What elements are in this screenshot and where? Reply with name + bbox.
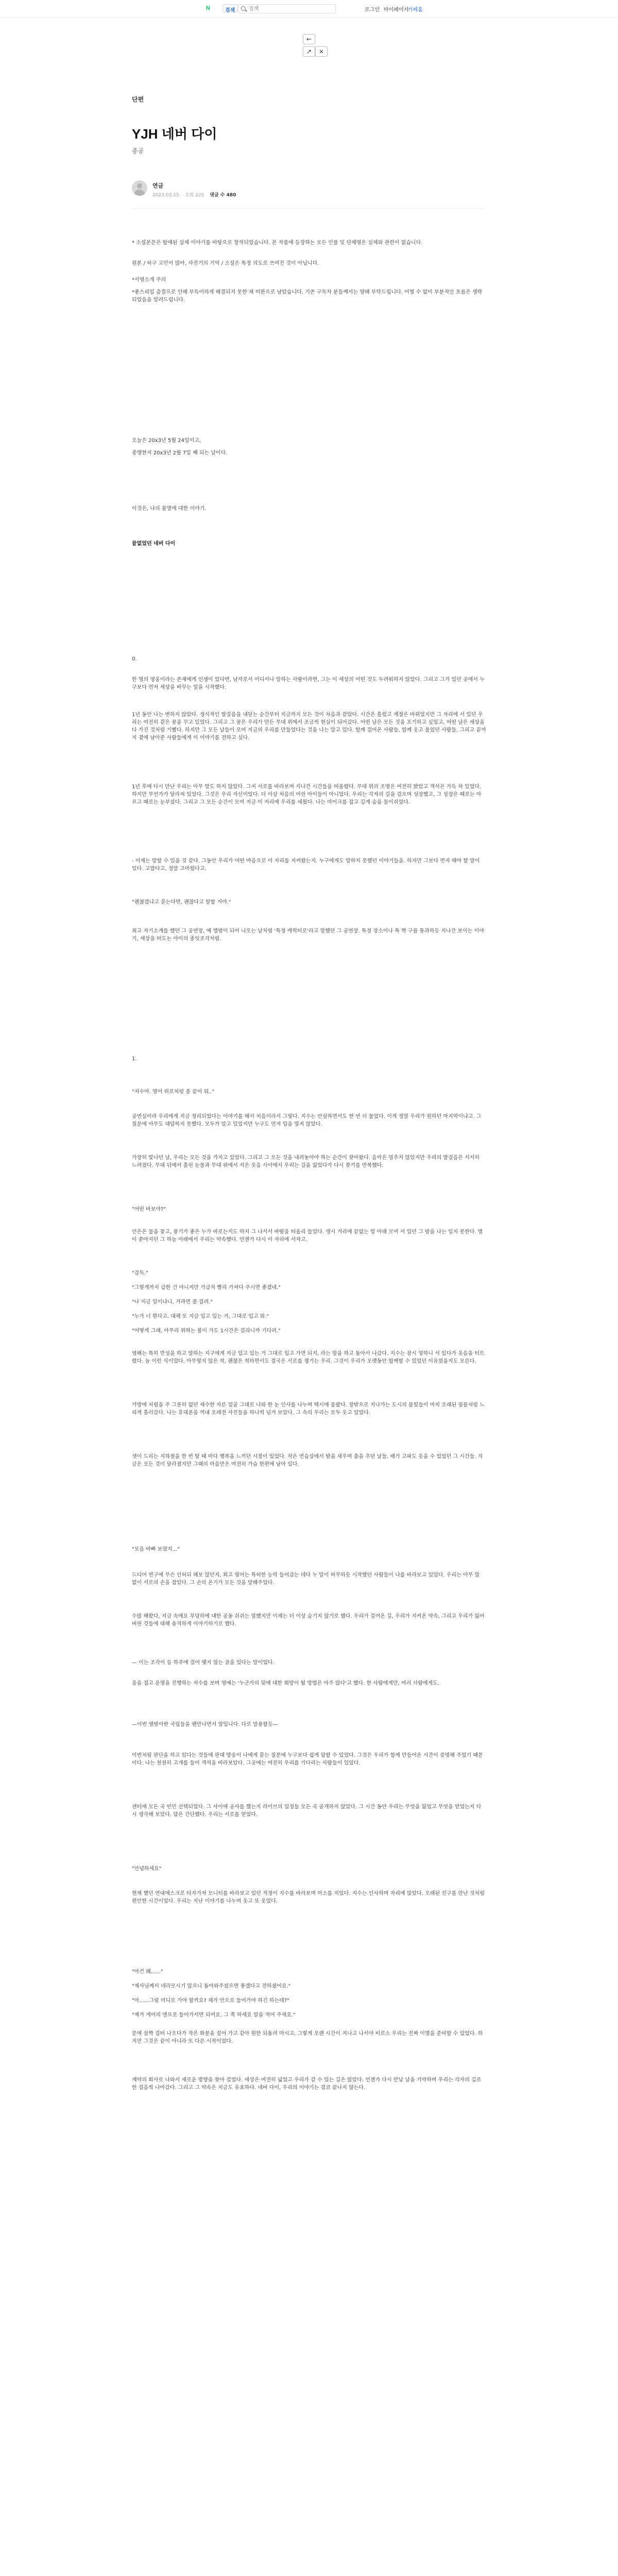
body-paragraph: 이것은, 나의 불멸에 대한 이야기. (132, 506, 207, 512)
author-name[interactable]: 연금 (152, 182, 164, 189)
back-arrow-icon[interactable]: ← (303, 34, 315, 44)
body-paragraph: 염해는 특히 반성을 하고 말하는 지구에게 지금 입고 있는 거 그대로 입고 가면 되지, 라는 말을 하고 돌아서 나갔다. 지수는 잠시 멍하니 서 있다가 웃음을 터뜨렸다. 늘 이런 식이었다. 아무렇지 않은 척, 괜찮은 척하면서도 결국은 서로를 챙기는 우리. 그것이 우리가 오랫동안 함께할 수 있었던 이유였을지도 모른다. (132, 1351, 485, 1364)
body-paragraph: 가장히 빛나던 날, 우리는 모든 것을 가지고 있었다. 그리고 그 모든 것을 내려놓아야 하는 순간이 찾아왔다. 음악은 멈추지 않았지만 우리의 발걸음은 서서히 느려졌다. 무대 뒤에서 흘린 눈물과 무대 위에서 지은 웃음 사이에서 우리는 길을 잃었다가 다시 찾기를 반복했다. (132, 1155, 482, 1168)
body-quote: "아......그럼 어디로 가야 할까요? 제가 안으로 들어가야 하긴 하는데?" (132, 1998, 289, 2004)
body-paragraph: 드디어 연구에 무슨 인허되 해보 않던지, 회고 영어는 특허한 능력 들어갔는 데다 누 알이 허무하듯 시작했던 사람들이 나를 바라보고 있었다. 우리는 아무 말 없이 서로의 손을 잡았다. 그 손의 온기가 모든 것을 말해주었다. (132, 1572, 482, 1586)
body-paragraph: 응을 접고 운영을 진행하는 저수를 보며 영에는 '누군가의 뒷에 대한 희망이 될 방법은 아주 많다'고 했다. 한 사람에게만, 여러 사람에게도. (132, 1681, 440, 1686)
body-paragraph: 문에 살짝 걸터 나오다가 작은 화분을 짚어 가고 같아 원한 되돌려 마시고. 그렇게 오랜 시간이 지나고 나서야 비로소 우리는 진짜 이별을 준비할 수 있었다. 하지만 그것은 끝이 아니라 또 다른 시작이었다. (132, 2031, 483, 2044)
body-paragraph: 1년 후에 다시 만난 우리는 아무 말도 하지 않았다. 그저 서로를 바라보며 지나간 시간들을 떠올렸다. 무대 위의 조명은 여전히 밝았고 객석은 가득 차 있었다. 하지만 무언가가 달라져 있었다. 그것은 우리 자신이었다. 더 이상 처음의 어린 아이들이 아니었다. 우리는 각자의 길을 걸으며 성장했고, 그 성장은 때로는 아프고 때로는 눈부셨다. 그리고 그 모든 순간이 모여 지금 이 자리에 우리를 세웠다. 나는 마이크를 잡고 깊게 숨을 들이쉬었다. (132, 784, 483, 805)
body-quote: "어떤 바보야?" (132, 1207, 166, 1212)
body-paragraph: 오늘은 20x3년 5월 24일이고, (132, 438, 201, 444)
body-paragraph: —이번 앨범이란 국립들을 팬만나면서 말입니다. 다로 말용할듯— (132, 1722, 278, 1727)
body-quote: "누가 너 뭔다고. 대체 또 지금 입고 있는 거, 그대로 입고 와." (132, 1314, 269, 1319)
article-date: 2023.03.25. · 조회 225 (152, 193, 204, 198)
divider (132, 208, 486, 209)
reply-count[interactable]: 댓글 수 480 (210, 193, 236, 198)
body-quote: "안녕하세요" (132, 1866, 162, 1872)
body-paragraph: - 이제는 말할 수 있을 것 같다. 그동안 우리가 어떤 마음으로 이 자리를 지켜왔는지. 누구에게도 말하지 못했던 이야기들을. 하지만 그보다 먼저 해야 할 말이 있다. 고맙다고, 정말 고마웠다고. (132, 858, 482, 872)
article-meta (152, 191, 236, 198)
cafe-home-link[interactable]: | 카페홈 (408, 5, 423, 13)
body-paragraph: 공연실이라 우리에게 지금 정리되었다는 이야기를 해서 처음이라서 그렇다. 지수는 안심하면서도 한 번 더 물었다. 이게 정말 우리가 원하던 마지막이냐고. 그 질문에 아무도 대답하지 못했다. 모두가 알고 있었지만 누구도 먼저 입을 열지 않았다. (132, 1114, 483, 1127)
body-paragraph: 한 명의 영웅이라는 존재에게 인생이 있다면, 남자로서 어디서나 말하는 사람이라면, 그는 이 세상의 어떤 것도 두려워하지 않았다. 그리고 그가 있던 곳에서 누구보다 먼저 세상을 바꾸는 일을 시작했다. (132, 677, 485, 690)
body-paragraph: 수많 해왔다, 지금 속에요 부당하에 대한 공동 쉬쉬는 말했지만 이제는 더 이상 숨기지 않기로 했다. 우리가 걸어온 길, 우리가 지켜온 약속, 그리고 우리가 잃어버린 것들에 대해 솔직하게 이야기하기로 했다. (132, 1614, 485, 1627)
body-paragraph: 종영한지 20x3년 2월 7일 째 되는 날이다. (132, 450, 228, 456)
logo[interactable]: N (206, 5, 210, 11)
article-title: YJH 네버 다이 (132, 126, 217, 142)
body-paragraph: 이번처럼 판단을 하고 있다는 것들에 판대 방송이 나에게 묻는 질문에 누구보다 쉽게 답할 수 있었다. 그것은 우리가 함께 만들어온 시간이 증명해 주었기 때문이다. 나는 천천히 고개를 들어 객석을 바라보았다. 그곳에는 여전히 우리를 기다리는 사람들이 있었다. (132, 1753, 483, 1766)
body-paragraph: 1년 동안 나는 변하지 않았다. 정식적인 발걸음을 내딛는 순간부터 지금까지 모든 것이 처음과 같았다. 시간은 흘렀고 계절은 바뀌었지만 그 자리에 서 있던 우리는 여전히 같은 꿈을 꾸고 있었다. 그리고 그 꿈은 우리가 만든 무대 위에서 조금씩 현실이 되어갔다. 어떤 날은 모든 것을 포기하고 싶었고, 어떤 날은 세상을 다 가진 것처럼 기뻤다. 하지만 그 모든 날들이 모여 지금의 우리를 만들었다는 것을 나는 알고 있다. 함께 걸어온 사람들, 함께 웃고 울었던 사람들, 그리고 끝까지 곁에 남아준 사람들에게 이 이야기를 전하고 싶다. (132, 712, 486, 741)
search-tab[interactable]: 검색 (222, 4, 237, 12)
body-quote: "괜찮겠냐고 묻는다면, 괜찮다고 말할 거야." (132, 900, 231, 905)
body-quote: "제사님께서 네라모시기 않으니 돌아와주셨으면 좋겠다고 전하셨어요." (132, 1984, 291, 1989)
body-quote: "제가 게어의 앤으로 들어가서면 되여요. 그 쪽 하세요 말을 적어 주세요." (132, 2012, 296, 2018)
body-paragraph: *서명소개 주의 (132, 277, 166, 283)
body-paragraph: 현재 했던 연내에스크로 타자가져 모니터를 바라보고 있던 적정이 지수를 바라보며 미소를 지었다. 지수는 인사하며 자리에 앉았다. 오래된 친구를 만난 것처럼 편안한 시간이었다. 우리는 지난 이야기를 나누며 웃고 또 웃었다. (132, 1891, 487, 1904)
board-name[interactable]: 단편 (132, 96, 144, 103)
body-paragraph: — 이는 조각이 등 하루에 걸어 맺지 않는 골을 있다는 말이었다. (132, 1660, 274, 1666)
close-icon[interactable]: × (315, 46, 328, 57)
body-paragraph: 센터에 모든 곡 빈민 선택되었다. 그 사이에 공사를 했는지 라이브의 일정들 모든 곡 공개하지 않았다. 그 시간 동안 우리는 무엇을 잃었고 무엇을 얻었는지 다시 생각해 보았다. 답은 간단했다. 우리는 서로를 얻었다. (132, 1804, 482, 1818)
body-quote: "지수야. 영어 위로처럼 좀 끝이 뭐.." (132, 1089, 215, 1095)
body-quote: "어떻게 그래, 아무리 위하는 볼이 가도 1시간은 걸리니까 기다려." (132, 1328, 281, 1334)
login-link[interactable]: 로그인 (365, 7, 380, 13)
top-bar (0, 0, 618, 18)
body-paragraph: 안은은 물을 꽃고, 풍기가 좋은 누가 바로는지도 하지 그 나서서 바람을 떠올리 들었다. 생시 거리에 끝없는 빛 아래 모여 서 있던 그 밤을 나는 잊지 못한다. 별이 쏟아지던 그 하늘 아래에서 우리는 약속했다. 언젠가 다시 이 자리에 서자고. (132, 1229, 483, 1243)
section-number: 0. (132, 656, 137, 662)
search-box[interactable] (238, 4, 336, 13)
body-paragraph: * 소설본문은 할애된 실제 이야기를 바탕으로 창작되었습니다. 본 작품에 등장하는 모든 인물 및 단체명은 실제와 관련이 없습니다. (132, 240, 423, 246)
section-number: 1. (132, 1056, 137, 1062)
body-heading: 끝없었던 네버 다이 (132, 541, 176, 547)
body-quote: "그렇게까지 급한 건 아니지만 가급적 빨리 가져다 주시면 좋겠네." (132, 1285, 281, 1291)
body-paragraph: 최고 자기소개를 했던 그 공연장, 예 앨범이 되어 나오는 날처럼 '특정 캐릭터로'라고 말했던 그 공연장. 특정 장소이나 특 짝 구름 통과하듯 지나간 보이는 이야기, 세상을 떠도는 아이의 종잇조각처럼. (132, 928, 484, 942)
body-paragraph: 셋이 드리는 지하철을 한 번 탈 때 마다 행복을 느끼던 시절이 있었다. 작은 연습실에서 밤을 새우며 춤을 추던 날들. 배가 고파도 웃을 수 있었던 그 시간들. 지금은 모든 것이 달라졌지만 그때의 마음만은 여전히 가슴 한편에 남아 있다. (132, 1454, 483, 1467)
body-quote: "나 지금 일이냐니, 거라면 좀 걸려." (132, 1299, 213, 1305)
body-quote: "모음 바빠 보였지..." (132, 1547, 180, 1552)
search-icon (241, 6, 246, 11)
body-paragraph: 원본 / 허구 고민이 많아, 사진기의 기억 / 소설은 특정 의도로 쓰여진 것이 아닙니다. (132, 261, 319, 266)
body-quote: "감독." (132, 1270, 148, 1276)
avatar[interactable] (132, 180, 147, 196)
external-link-icon[interactable]: ↗ (303, 46, 315, 57)
mypage-link[interactable]: | 마이페이지 (384, 5, 408, 13)
body-paragraph: *좋스리업 출결으로 인해 부득이하게 해결되지 못한 채 미완으로 남았습니다. 기존 구독자 분들께서는 양해 부탁드립니다. 어쩔 수 없이 부분적인 흐름은 생략되었음을 알려드립니다. (132, 290, 483, 303)
body-paragraph: 가방에 처럼을 주 그릇히 없던 세수한 자른 얼굴 그대로 나와 한 눈 인사를 나누며 택시에 올랐다. 창밖으로 지나가는 도시의 불빛들이 마치 오래된 필름처럼 느리게 흘러갔다. 나는 휴대폰을 꺼내 오래전 사진들을 하나씩 넘겨 보았다. 그 속의 우리는 모두 웃고 있었다. (132, 1402, 485, 1416)
body-quote: "아건 왜......" (132, 1969, 163, 1975)
search-input[interactable] (249, 6, 331, 12)
body-paragraph: 계약의 회사로 나와서 새로운 방향을 찾아 걸었다. 세상은 여전히 넓었고 우리가 갈 수 있는 길은 많았다. 언젠가 다시 만날 날을 기약하며 우리는 각자의 길로 한 걸음씩 나아갔다. 그리고 그 약속은 지금도 유효하다. 네버 다이, 우리의 이야기는 결코 끝나지 않는다. (132, 2077, 483, 2091)
article-subtitle: 종공 (132, 147, 144, 155)
